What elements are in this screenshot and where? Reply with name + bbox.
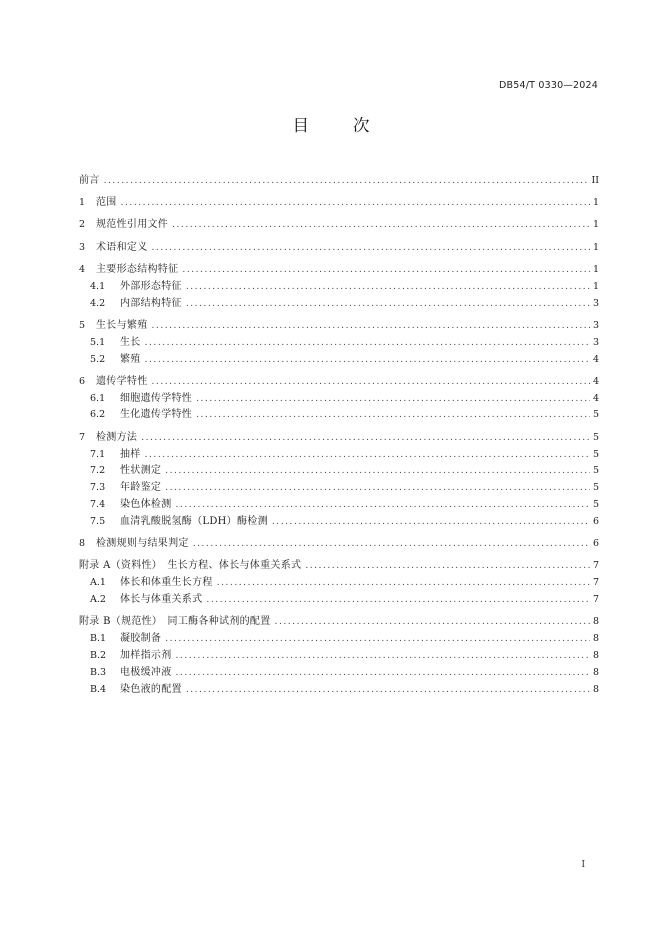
toc-entry[interactable] [79, 682, 599, 699]
toc-entry-label: 术语和定义 [96, 241, 148, 253]
toc-entry[interactable] [79, 514, 599, 531]
toc-entry-page: 4 [592, 353, 599, 365]
toc-entry-page: 1 [592, 219, 599, 231]
toc-dot-leader [152, 240, 590, 257]
toc-entry-number: 5 [79, 319, 86, 331]
toc-entry-page: 1 [592, 241, 599, 253]
toc-entry-number: 7.5 [90, 516, 106, 528]
toc-entry-label: 体长和体重生长方程 [120, 577, 213, 589]
toc-entry-label: 血清乳酸脱氢酶（LDH）酶检测 [120, 516, 268, 528]
toc-entry-page: 1 [592, 263, 599, 275]
toc-entry-number: 7.1 [90, 448, 106, 460]
toc-entry-page: 7 [592, 594, 599, 606]
toc-entry-page: 5 [592, 409, 599, 421]
toc-dot-leader [141, 430, 590, 447]
toc-entry-page: II [591, 175, 599, 186]
toc-entry-label: 生化遗传学特性 [120, 409, 193, 421]
toc-entry[interactable] [79, 407, 599, 424]
toc-dot-leader [176, 665, 590, 682]
toc-entry-label: 主要形态结构特征 [96, 263, 179, 275]
toc-entry-page: 8 [592, 633, 599, 645]
toc-entry-label: 电极缓冲液 [120, 667, 172, 679]
toc-entry-number: B.3 [90, 667, 107, 679]
toc-dot-leader [152, 318, 590, 335]
toc-entry[interactable] [79, 480, 599, 497]
toc-dot-leader [186, 682, 590, 699]
toc-entry-page: 5 [592, 499, 599, 511]
toc-entry-number: 7.2 [90, 465, 106, 477]
toc-entry[interactable] [79, 648, 599, 665]
toc-entry-label: 年龄鉴定 [120, 482, 162, 494]
toc-entry[interactable] [79, 217, 599, 234]
toc-entry-number: B.1 [90, 633, 107, 645]
toc-dot-leader [165, 631, 590, 648]
toc-entry[interactable] [79, 665, 599, 682]
toc-entry-label: 加样指示剂 [120, 650, 172, 662]
toc-entry[interactable] [79, 631, 599, 648]
toc-dot-leader [193, 536, 590, 553]
toc-entry-number: 7.4 [90, 499, 106, 511]
toc-dot-leader [176, 497, 590, 514]
toc-entry-page: 5 [592, 431, 599, 443]
toc-entry-page: 7 [592, 577, 599, 589]
toc-entry-page: 3 [592, 297, 599, 309]
toc-entry[interactable] [79, 262, 599, 279]
toc-entry[interactable] [79, 497, 599, 514]
toc-entry-number: 4.2 [90, 297, 106, 309]
toc-dot-leader [186, 279, 590, 296]
toc-entry-page: 6 [592, 516, 599, 528]
toc-dot-leader [121, 195, 590, 212]
toc-entry[interactable] [79, 592, 599, 609]
toc-dot-leader [176, 648, 590, 665]
toc-entry-number: A.1 [90, 577, 106, 589]
toc-entry-page: 8 [592, 650, 599, 662]
toc-entry-page: 4 [592, 375, 599, 387]
toc-dot-leader [182, 262, 590, 279]
toc-entry-label: 细胞遗传学特性 [120, 392, 193, 404]
toc-entry-label: 外部形态特征 [120, 280, 182, 292]
toc-entry[interactable] [79, 335, 599, 352]
toc-entry-number: 7.3 [90, 482, 106, 494]
toc-dot-leader [172, 217, 590, 234]
toc-entry[interactable] [79, 195, 599, 212]
toc-dot-leader [145, 335, 590, 352]
toc-entry[interactable] [79, 614, 599, 631]
toc-entry-page: 5 [592, 482, 599, 494]
toc-entry-label: 遗传学特性 [96, 375, 148, 387]
toc-entry-page: 1 [592, 280, 599, 292]
document-code: DB54/T 0330—2024 [499, 80, 598, 91]
toc-entry-number: 5.1 [90, 336, 106, 348]
toc-entry-label: 检测规则与结果判定 [96, 538, 189, 550]
toc-entry-label: 检测方法 [96, 431, 138, 443]
toc-entry-page: 1 [592, 197, 599, 209]
toc-entry-page: 8 [592, 616, 599, 628]
toc-dot-leader [206, 592, 590, 609]
toc-entry-page: 3 [592, 319, 599, 331]
toc-entry-page: 5 [592, 465, 599, 477]
toc-entry-label: 规范性引用文件 [96, 219, 169, 231]
toc-entry-label: 附录 A（资料性） 生长方程、体长与体重关系式 [79, 560, 302, 572]
toc-entry-number: B.2 [90, 650, 107, 662]
toc-entry-number: A.2 [90, 594, 106, 606]
toc-entry[interactable] [79, 318, 599, 335]
toc-entry[interactable] [79, 352, 599, 369]
toc-dot-leader [196, 391, 590, 408]
toc-entry-page: 6 [592, 538, 599, 550]
toc-entry[interactable] [79, 279, 599, 296]
toc-entry[interactable] [79, 391, 599, 408]
toc-entry-number: 6 [79, 375, 86, 387]
toc-entry-page: 3 [592, 336, 599, 348]
table-of-contents [79, 173, 599, 699]
toc-entry[interactable] [79, 463, 599, 480]
toc-dot-leader [275, 614, 590, 631]
toc-dot-leader [305, 558, 590, 575]
toc-entry-label: 前言 [79, 175, 100, 186]
toc-dot-leader [196, 407, 590, 424]
toc-dot-leader [217, 575, 590, 592]
toc-entry-label: 性状测定 [120, 465, 162, 477]
toc-dot-leader [145, 447, 590, 464]
toc-entry-label: 附录 B（规范性） 同工酶各种试剂的配置 [79, 616, 271, 628]
toc-entry-number: 6.2 [90, 409, 106, 421]
toc-entry-number: 3 [79, 241, 86, 253]
toc-entry-page: 4 [592, 392, 599, 404]
toc-entry[interactable] [79, 374, 599, 391]
toc-entry-label: 内部结构特征 [120, 297, 182, 309]
toc-entry-label: 生长与繁殖 [96, 319, 148, 331]
toc-entry-page: 5 [592, 448, 599, 460]
toc-entry-label: 凝胶制备 [120, 633, 162, 645]
toc-entry-page: 8 [592, 667, 599, 679]
toc-entry-label: 染色液的配置 [120, 684, 182, 696]
toc-entry-number: 8 [79, 538, 86, 550]
toc-entry-number: 2 [79, 219, 86, 231]
toc-entry[interactable] [79, 240, 599, 257]
toc-entry-label: 繁殖 [120, 353, 141, 365]
toc-entry-number: 5.2 [90, 353, 106, 365]
toc-dot-leader [186, 296, 590, 313]
toc-dot-leader [104, 173, 589, 190]
toc-title: 目次 [292, 116, 414, 135]
toc-entry[interactable] [79, 575, 599, 592]
toc-entry[interactable] [79, 536, 599, 553]
page-number: I [581, 860, 585, 870]
toc-entry[interactable] [79, 430, 599, 447]
toc-dot-leader [165, 480, 590, 497]
toc-entry-number: 6.1 [90, 392, 106, 404]
toc-entry-number: 7 [79, 431, 86, 443]
toc-entry[interactable] [79, 447, 599, 464]
toc-entry-number: B.4 [90, 684, 107, 696]
toc-entry-label: 染色体检测 [120, 499, 172, 511]
toc-entry-label: 范围 [96, 197, 117, 209]
toc-entry-page: 8 [592, 684, 599, 696]
toc-entry-label: 体长与体重关系式 [120, 594, 203, 606]
toc-entry-page: 7 [592, 560, 599, 572]
toc-dot-leader [152, 374, 590, 391]
toc-entry[interactable] [79, 296, 599, 313]
toc-entry[interactable] [79, 173, 599, 190]
toc-entry-label: 生长 [120, 336, 141, 348]
toc-dot-leader [272, 514, 590, 531]
toc-entry-number: 4.1 [90, 280, 106, 292]
toc-entry-number: 4 [79, 263, 86, 275]
toc-dot-leader [165, 463, 590, 480]
toc-entry[interactable] [79, 558, 599, 575]
toc-entry-label: 抽样 [120, 448, 141, 460]
toc-dot-leader [145, 352, 590, 369]
toc-entry-number: 1 [79, 197, 86, 209]
